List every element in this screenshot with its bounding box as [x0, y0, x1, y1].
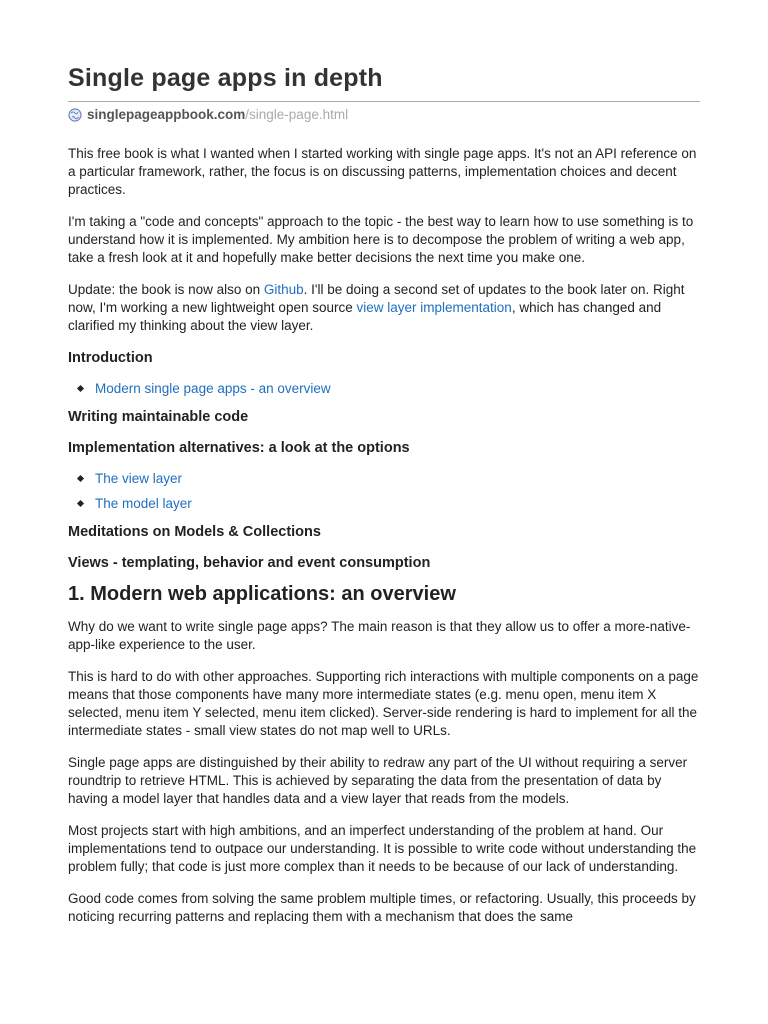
toc-heading-models: Meditations on Models & Collections [68, 524, 321, 540]
toc-heading-alternatives: Implementation alternatives: a look at the options [68, 440, 410, 456]
toc-link-model-layer[interactable]: The model layer [95, 496, 192, 511]
update-text-start: Update: the book is now also on [68, 282, 264, 297]
list-item [95, 495, 700, 513]
bullet-icon [77, 500, 84, 507]
source-line [68, 107, 348, 122]
chapter-1-paragraph: Most projects start with high ambitions, and an imperfect understanding of the problem at hand. Our implementations tend to outpace our understanding. It is possible to write code without understanding the problem fully; that code is just more complex than it needs to be because of our lack of understanding. [68, 823, 697, 874]
intro-paragraph-1: This free book is what I wanted when I started working with single page apps. It's not an API reference on a particular framework, rather, the focus is on discussing patterns, implementation choices and decent practices. [68, 146, 697, 197]
update-text-end: , which has changed and clarified my thinking about the view layer. [68, 300, 662, 333]
chapter-1-paragraph: This is hard to do with other approaches. Supporting rich interactions with multiple components on a page means that those components have many more intermediate states (e.g. menu open, menu item X selected, menu item Y selected, menu item clicked). Server-side rendering is hard to implement for all the intermediate states - small view states do not map well to URLs. [68, 669, 699, 738]
update-paragraph [68, 281, 700, 335]
chapter-1-paragraph: Why do we want to write single page apps? The main reason is that they allow us to offer a more-native-app-like experience to the user. [68, 619, 691, 652]
update-text-middle: . I'll be doing a second set of updates to the book later on. Right now, I'm working a new lightweight open source [68, 282, 685, 315]
chapter-1-paragraph: Good code comes from solving the same problem multiple times, or refactoring. Usually, this proceeds by noticing recurring patterns and replacing them with a mechanism that does the same [68, 891, 696, 924]
toc-link-view-layer[interactable]: The view layer [95, 471, 183, 486]
view-layer-implementation-link[interactable]: view layer implementation [356, 300, 512, 315]
toc-heading-maintainable: Writing maintainable code [68, 409, 249, 425]
page-title: Single page apps in depth [68, 64, 383, 92]
article-body [68, 145, 700, 940]
toc-link-overview[interactable]: Modern single page apps - an overview [95, 381, 331, 396]
chapter-1-heading: 1. Modern web applications: an overview [68, 583, 456, 605]
list-item [95, 380, 700, 398]
toc-heading-views: Views - templating, behavior and event consumption [68, 555, 431, 571]
github-link[interactable]: Github [263, 282, 304, 297]
source-path[interactable]: /single-page.html [245, 107, 349, 122]
toc-list-alternatives [68, 470, 700, 513]
bullet-icon [77, 385, 84, 392]
source-domain[interactable]: singlepageappbook.com [87, 107, 246, 122]
toc-list-introduction [68, 380, 700, 398]
bullet-icon [77, 475, 84, 482]
title-divider [68, 101, 700, 102]
globe-icon [68, 108, 82, 122]
list-item [95, 470, 700, 488]
chapter-1-paragraph: Single page apps are distinguished by their ability to redraw any part of the UI without requiring a server roundtrip to retrieve HTML. This is achieved by separating the data from the presentation of data by having a model layer that handles data and a view layer that reads from the models. [68, 755, 688, 806]
toc-heading-introduction: Introduction [68, 350, 153, 366]
intro-paragraph-2: I'm taking a "code and concepts" approach to the topic - the best way to learn how to use something is to understand how it is implemented. My ambition here is to decompose the problem of writing a web app, take a fresh look at it and hopefully make better decisions the next time you make one. [68, 214, 694, 265]
